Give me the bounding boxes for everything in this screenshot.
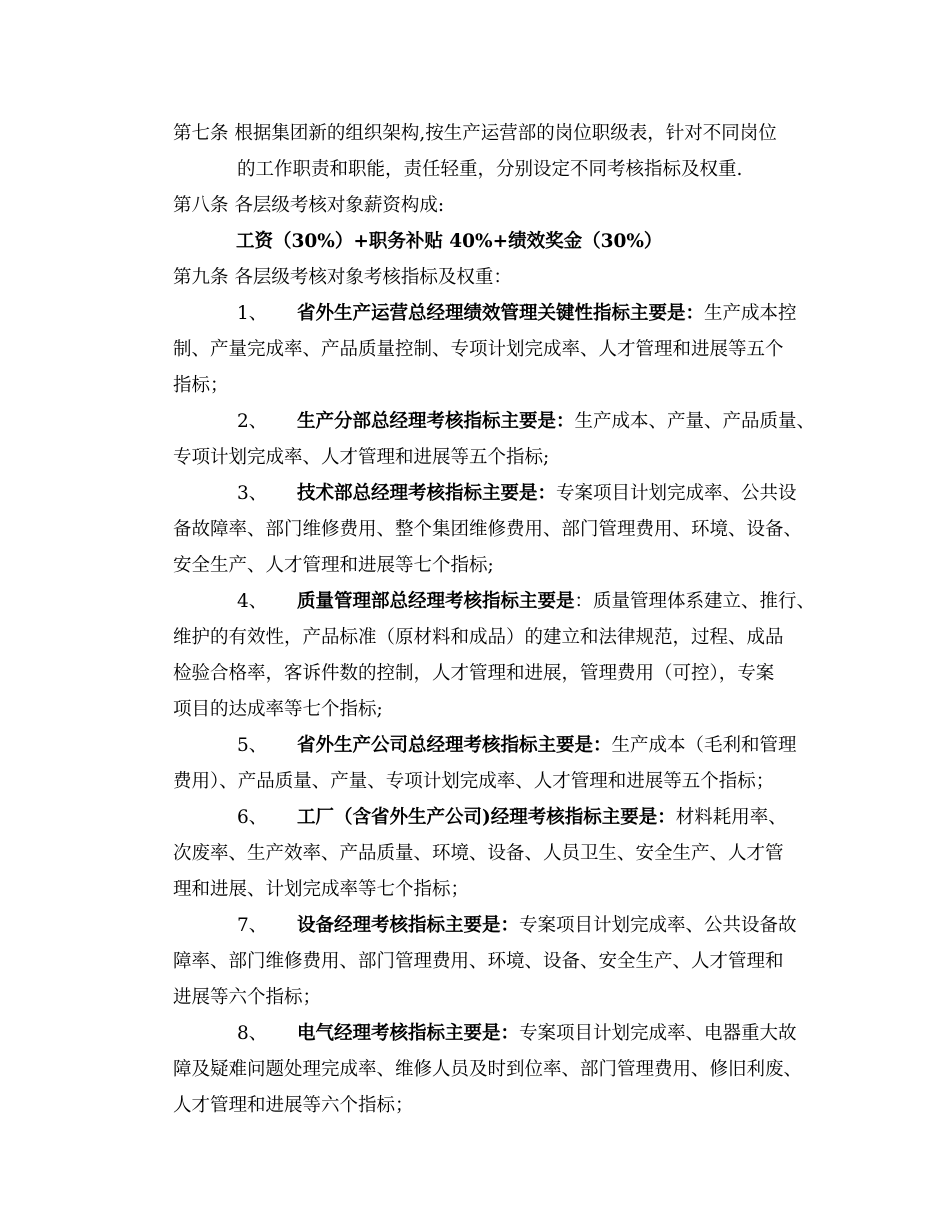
article-7-text-1: 根据集团新的组织架构,按生产运营部的岗位职级表，针对不同岗位 (234, 123, 777, 144)
item-text: 项目的达成率等七个指标; (173, 699, 383, 720)
article-7-line-2 (173, 152, 838, 188)
item-title: 电气经理考核指标主要是： (297, 1023, 520, 1044)
item-title: 工厂（含省外生产公司)经理考核指标主要是： (297, 807, 676, 828)
item-text: 安全生产、人才管理和进展等七个指标; (173, 555, 494, 576)
article-8-text: 各层级考核对象薪资构成: (234, 195, 445, 216)
item-text: ：质量管理体系建立、推行、 (574, 591, 816, 612)
indicator-item-5 (173, 728, 838, 800)
item-number: 8、 (237, 1023, 268, 1044)
item-text: 生产成本控 (704, 303, 797, 324)
indicator-item-2 (173, 404, 838, 476)
item-text: 专案项目计划完成率、电器重大故 (519, 1023, 797, 1044)
item-text: 进展等六个指标； (173, 987, 322, 1008)
article-9 (173, 260, 838, 296)
item-text: 理和进展、计划完成率等七个指标； (173, 879, 470, 900)
item-text: 障率、部门维修费用、部门管理费用、环境、设备、安全生产、人才管理和 (173, 951, 784, 972)
indicator-item-8 (173, 1016, 838, 1124)
article-7-label: 第七条 (173, 123, 229, 144)
indicator-item-3 (173, 476, 838, 584)
item-number: 3、 (237, 483, 268, 504)
item-number: 6、 (237, 807, 268, 828)
article-8-label: 第八条 (173, 195, 229, 216)
item-text: 障及疑难问题处理完成率、维修人员及时到位率、部门管理费用、修旧利废、 (173, 1059, 803, 1080)
item-title: 设备经理考核指标主要是： (297, 915, 520, 936)
indicator-item-1 (173, 296, 838, 404)
item-number: 7、 (237, 915, 268, 936)
item-text: 专案项目计划完成率、公共设备故 (519, 915, 797, 936)
item-number: 1、 (237, 303, 268, 324)
indicator-item-6 (173, 800, 838, 908)
item-text: 次废率、生产效率、产品质量、环境、设备、人员卫生、安全生产、人才管 (173, 843, 784, 864)
article-7-line-1 (173, 116, 838, 152)
article-8 (173, 188, 838, 224)
item-title: 质量管理部总经理考核指标主要是 (297, 591, 575, 612)
item-text: 备故障率、部门维修费用、整个集团维修费用、部门管理费用、环境、设备、 (173, 519, 803, 540)
item-text: 专项计划完成率、人才管理和进展等五个指标; (173, 447, 550, 468)
document-page (173, 116, 838, 1124)
item-text: 生产成本、产量、产品质量、 (574, 411, 816, 432)
item-text: 生产成本（毛利和管理 (611, 735, 797, 756)
item-title: 生产分部总经理考核指标主要是： (297, 411, 575, 432)
indicator-item-7 (173, 908, 838, 1016)
item-number: 4、 (237, 591, 268, 612)
item-title: 省外生产运营总经理绩效管理关键性指标主要是： (297, 303, 705, 324)
item-text: 专案项目计划完成率、公共设 (556, 483, 797, 504)
salary-formula (173, 224, 838, 260)
item-title: 技术部总经理考核指标主要是： (297, 483, 557, 504)
indicator-item-4 (173, 584, 838, 728)
item-text: 制、产量完成率、产品质量控制、专项计划完成率、人才管理和进展等五个 (173, 339, 784, 360)
item-number: 2、 (237, 411, 268, 432)
item-text: 材料耗用率、 (675, 807, 787, 828)
item-text: 指标； (173, 375, 229, 396)
article-9-label: 第九条 (173, 267, 229, 288)
item-title: 省外生产公司总经理考核指标主要是： (297, 735, 612, 756)
item-text: 检验合格率，客诉件数的控制，人才管理和进展，管理费用（可控），专案 (173, 663, 775, 684)
article-9-text: 各层级考核对象考核指标及权重： (234, 267, 512, 288)
item-text: 维护的有效性，产品标准（原材料和成品）的建立和法律规范，过程、成品 (173, 627, 784, 648)
article-7-text-2: 的工作职责和职能，责任轻重，分别设定不同考核指标及权重. (237, 159, 743, 180)
item-text: 费用）、产品质量、产量、专项计划完成率、人才管理和进展等五个指标； (173, 771, 775, 792)
item-number: 5、 (237, 735, 268, 756)
salary-formula-text: 工资（30%）+职务补贴 40%+绩效奖金（30%） (236, 231, 663, 252)
item-text: 人才管理和进展等六个指标； (173, 1095, 414, 1116)
